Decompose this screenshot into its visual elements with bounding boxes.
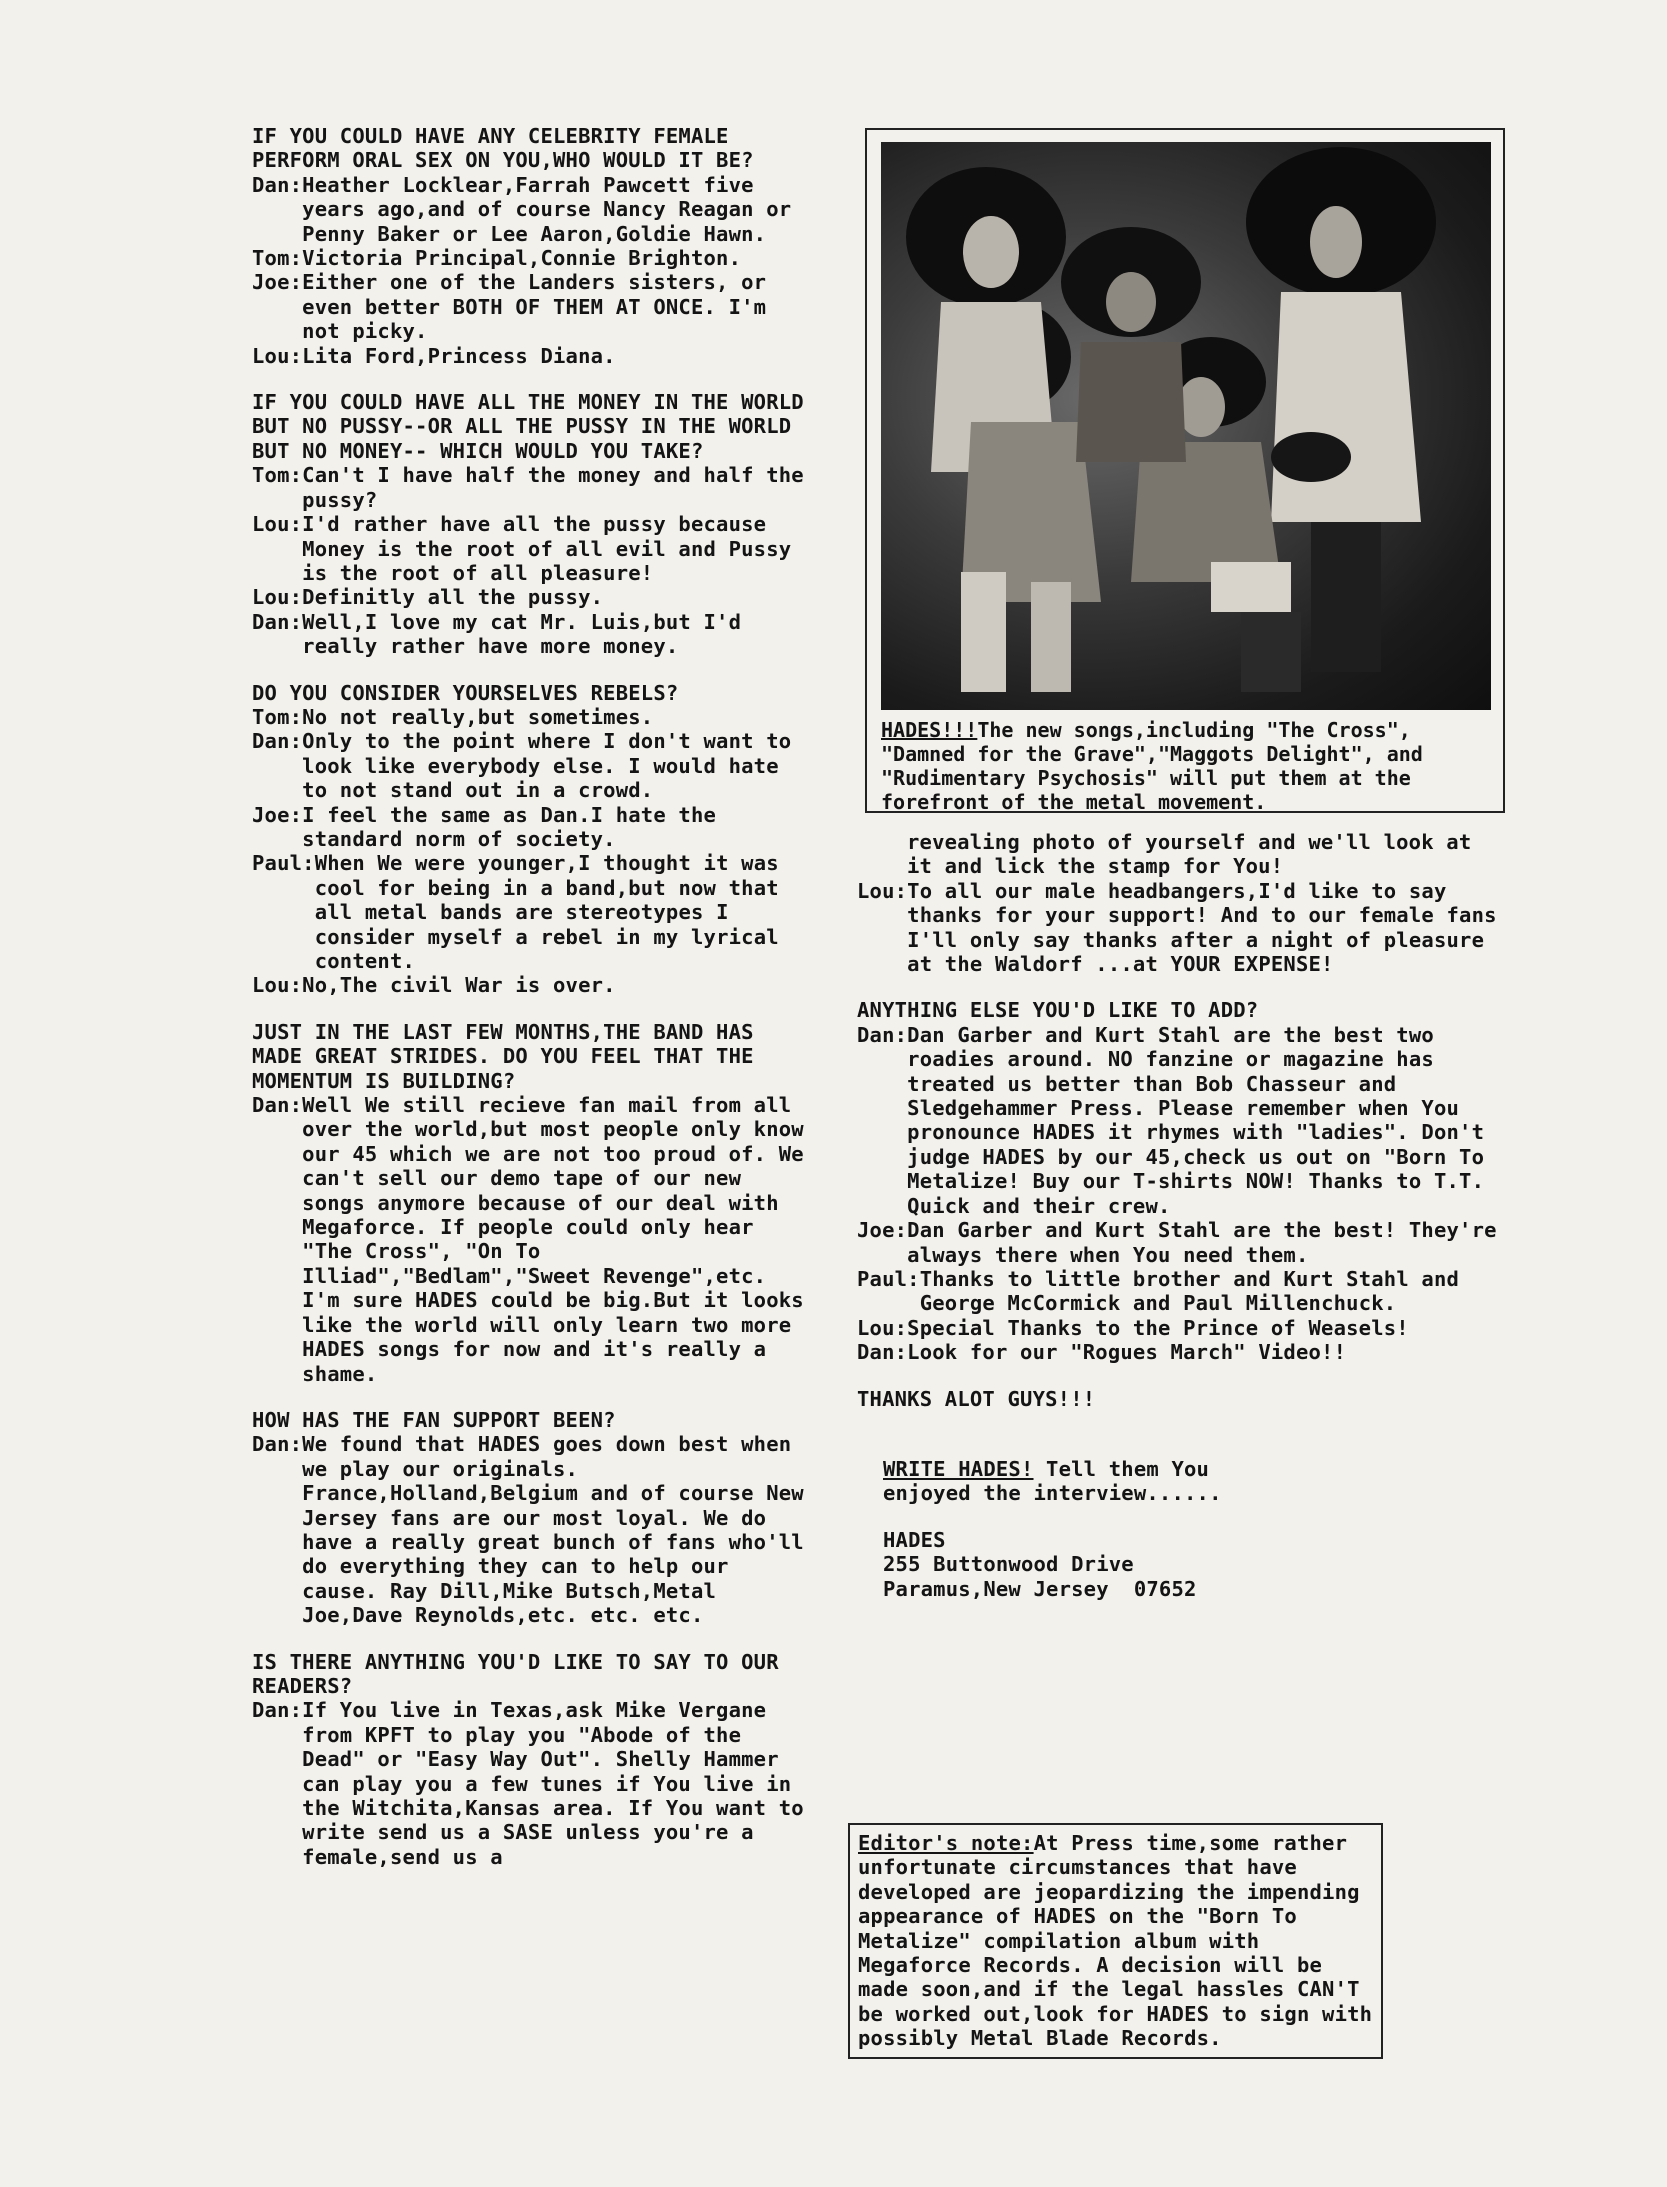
answer-row (252, 463, 807, 512)
answer-row (252, 585, 807, 609)
speaker-label: Lou: (252, 973, 303, 998)
qa-section (252, 1650, 807, 1870)
answer-text: Lita Ford,Princess Diana. (302, 343, 616, 368)
answer-text: We found that HADES goes down best when we play our originals. France,Holland,Belgium and of course New Jersey fans are our most loyal. We do have a really great bunch of fans who'll do everything they can to help our cause. Ray Dill,Mike Butsch,Metal Joe,Dave Reynolds,etc. etc. etc. (302, 1432, 804, 1628)
write-hades-line2: enjoyed the interview...... (883, 1481, 1222, 1506)
speaker-label: Lou: (252, 343, 303, 368)
speaker-label: Lou: (857, 1315, 908, 1340)
answer-row (252, 803, 807, 852)
band-photo (881, 142, 1491, 710)
answer-text: Victoria Principal,Connie Brighton. (302, 246, 742, 271)
speaker-label: Dan: (857, 1022, 908, 1047)
speaker-label: Lou: (857, 878, 908, 903)
answer-text: Only to the point where I don't want to look like everybody else. I would hate to not stand out in a crowd. (302, 729, 792, 803)
answer-row (857, 1023, 1507, 1218)
answer-row (252, 729, 807, 802)
answer-row (252, 851, 807, 973)
question-heading: DO YOU CONSIDER YOURSELVES REBELS? (252, 680, 679, 705)
answer-text: Thanks to little brother and Kurt Stahl and George McCormick and Paul Millenchuck. (919, 1266, 1460, 1316)
answer-text: Can't I have half the money and half the pussy? (302, 463, 804, 512)
answer-row (252, 1432, 807, 1627)
answer-text: Well,I love my cat Mr. Luis,but I'd really rather have more money. (302, 609, 742, 659)
question-heading: HOW HAS THE FAN SUPPORT BEEN? (252, 1407, 616, 1432)
answer-text: No not really,but sometimes. (302, 704, 654, 729)
speaker-label: Dan: (252, 172, 303, 197)
caption-text: The new songs,including "The Cross", "Damned for the Grave","Maggots Delight", and "Rudimentary Psychosis" will put them at the forefront of the metal movement. (881, 718, 1423, 814)
answer-lou (857, 879, 1507, 977)
question-heading: IF YOU COULD HAVE ALL THE MONEY IN THE WORLD BUT NO PUSSY--OR ALL THE PUSSY IN THE WORLD BUT NO MONEY-- WHICH WOULD YOU TAKE? (252, 390, 804, 463)
answer-row (252, 270, 807, 343)
speaker-label: Dan: (252, 1093, 303, 1118)
speaker-label: Tom: (252, 704, 303, 729)
answer-row (857, 1316, 1507, 1340)
answer-text: Dan Garber and Kurt Stahl are the best two roadies around. NO fanzine or magazine has treated us better than Bob Chasseur and Sledgehammer Press. Please remember when You pronounce HADES it rhymes with "ladies". Don't judge HADES by our 45,check us out on "Born To Metalize! Buy our T-shirts NOW! Thanks to T.T. Quick and their crew. (907, 1022, 1485, 1218)
speaker-label: Dan: (252, 1698, 303, 1723)
answer-row (252, 512, 807, 585)
qa-section (252, 1020, 807, 1386)
qa-section (252, 390, 807, 658)
answer-text: If You live in Texas,ask Mike Vergane from KPFT to play you "Abode of the Dead" or "Easy Way Out". Shelly Hammer can play you a few tunes if You live in the Witchita,Kansas area. If You want to write send us a SASE unless you're a female,send us a (302, 1698, 804, 1869)
address-street: 255 Buttonwood Drive (883, 1552, 1134, 1577)
answer-text: Definitly all the pussy. (302, 585, 604, 610)
speaker-label: Dan: (857, 1340, 908, 1365)
speaker-label: Paul: (857, 1266, 920, 1291)
thanks-line: THANKS ALOT GUYS!!! (857, 1386, 1096, 1411)
speaker-label: Lou: (252, 585, 303, 610)
answer-text: Well We still recieve fan mail from all over the world,but most people only know our 45 which we are not too proud of. We can't sell our demo tape of our new songs anymore because of our deal with Megaforce. If people could only hear "The Cross", "On To Illiad","Bedlam","Sweet Revenge",etc. I'm sure HADES could be big.But it looks like the world will only learn two more HADES songs for now and it's really a shame. (302, 1093, 804, 1386)
editor-note-box (848, 1823, 1383, 2059)
question-heading: JUST IN THE LAST FEW MONTHS,THE BAND HAS MADE GREAT STRIDES. DO YOU FEEL THAT THE MOMENTUM IS BUILDING? (252, 1019, 754, 1093)
answer-row (252, 344, 807, 368)
answer-row (857, 1218, 1507, 1267)
write-hades-rest: Tell them You (1033, 1456, 1210, 1481)
answer-row (252, 705, 807, 729)
question-heading: IS THERE ANYTHING YOU'D LIKE TO SAY TO OUR READERS? (252, 1649, 779, 1698)
answer-row (857, 1340, 1507, 1364)
question-heading: ANYTHING ELSE YOU'D LIKE TO ADD? (857, 998, 1259, 1023)
answer-row (252, 173, 807, 246)
answer-row (252, 1698, 807, 1869)
photo-caption (881, 718, 1489, 814)
address-name: HADES (883, 1527, 946, 1552)
qa-section (252, 681, 807, 998)
answer-text: I feel the same as Dan.I hate the standard norm of society. (302, 802, 717, 851)
address-city: Paramus,New Jersey 07652 (883, 1576, 1197, 1601)
caption-band-name: HADES!!! (881, 718, 978, 742)
qa-section (252, 1408, 807, 1628)
write-hades-lead: WRITE HADES! (883, 1456, 1034, 1481)
answer-row (857, 1267, 1507, 1316)
left-column (252, 124, 807, 1891)
answer-text: Dan Garber and Kurt Stahl are the best! They're always there when You need them. (907, 1218, 1497, 1267)
speaker-label: Joe: (252, 270, 303, 295)
editor-note-text: At Press time,some rather unfortunate circumstances that have developed are jeopardizing the impending appearance of HADES on the "Born To Metalize" compilation album with Megaforce Records. A decision will be made soon,and if the legal hassles CAN'T be worked out,look for HADES to sign with possibly Metal Blade Records. (858, 1831, 1373, 2051)
question-heading: IF YOU COULD HAVE ANY CELEBRITY FEMALE PERFORM ORAL SEX ON YOU,WHO WOULD IT BE? (252, 124, 754, 173)
speaker-label: Tom: (252, 463, 303, 488)
speaker-label: Dan: (252, 1432, 303, 1457)
answer-text: Heather Locklear,Farrah Pawcett five years ago,and of course Nancy Reagan or Penny Baker or Lee Aaron,Goldie Hawn. (302, 172, 792, 246)
write-block (857, 1457, 1507, 1601)
speaker-label: Joe: (857, 1218, 908, 1243)
answer-text: Special Thanks to the Prince of Weasels! (907, 1315, 1409, 1340)
answer-text: Either one of the Landers sisters, or even better BOTH OF THEM AT ONCE. I'm not picky. (302, 270, 767, 344)
qa-section (252, 124, 807, 368)
answer-row (252, 246, 807, 270)
speaker-label: Joe: (252, 802, 303, 827)
answer-text: Look for our "Rogues March" Video!! (907, 1340, 1347, 1365)
answer-text: To all our male headbangers,I'd like to say thanks for your support! And to our female fans I'll only say thanks after a night of pleasure at the Waldorf ...at YOUR EXPENSE! (907, 878, 1497, 977)
continuation-text: revealing photo of yourself and we'll look at it and lick the stamp for You! (907, 830, 1472, 879)
speaker-label: Dan: (252, 729, 303, 754)
right-column (857, 830, 1507, 1601)
answer-text: When We were younger,I thought it was cool for being in a band,but now that all metal bands are stereotypes I consider myself a rebel in my lyrical content. (314, 851, 779, 973)
answer-row (252, 1093, 807, 1386)
speaker-label: Paul: (252, 851, 315, 876)
editor-note-lead: Editor's note: (858, 1831, 1034, 1855)
band-photo-box (865, 128, 1505, 813)
answer-text: No,The civil War is over. (302, 973, 616, 998)
speaker-label: Tom: (252, 246, 303, 271)
speaker-label: Dan: (252, 609, 303, 634)
answer-text: I'd rather have all the pussy because Money is the root of all evil and Pussy is the root of all pleasure! (302, 512, 792, 585)
answer-row (252, 610, 807, 659)
speaker-label: Lou: (252, 512, 303, 537)
band-photo-illustration (881, 142, 1491, 710)
answer-row (252, 973, 807, 997)
